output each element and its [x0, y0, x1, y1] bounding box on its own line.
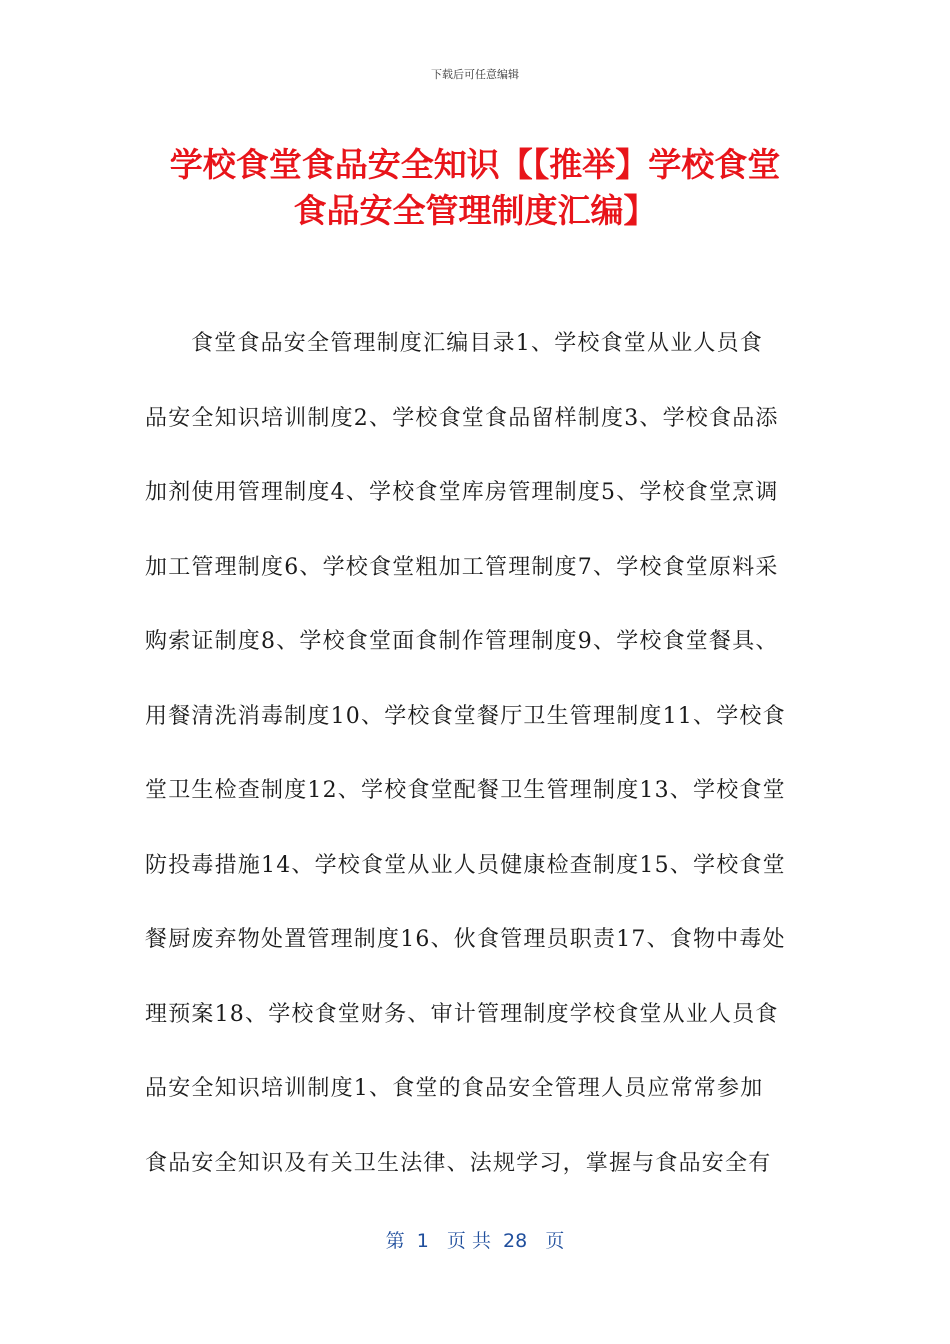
body-line: 防投毒措施14、学校食堂从业人员健康检查制度15、学校食堂	[145, 852, 786, 878]
body-line: 品安全知识培训制度1、食堂的食品安全管理人员应常常参加	[145, 1076, 764, 1101]
body-line: 加工管理制度6、学校食堂粗加工管理制度7、学校食堂原料采	[145, 554, 779, 580]
body-line: 食堂食品安全管理制度汇编目录1、学校食堂从业人员食	[191, 331, 763, 356]
body-line: 品安全知识培训制度2、学校食堂食品留样制度3、学校食品添	[145, 405, 779, 431]
body-line: 堂卫生检查制度12、学校食堂配餐卫生管理制度13、学校食堂	[145, 778, 786, 803]
header-note: 下载后可任意编辑	[431, 68, 519, 81]
page-footer: 第 1 页 共 28 页	[385, 1230, 565, 1252]
title-line-2: 食品安全管理制度汇编】	[293, 191, 657, 230]
body-line: 用餐清洗消毒制度10、学校食堂餐厅卫生管理制度11、学校食	[145, 703, 786, 729]
body-text	[145, 318, 805, 1212]
body-line: 食品安全知识及有关卫生法律、法规学习，掌握与食品安全有	[145, 1150, 772, 1176]
body-line: 加剂使用管理制度4、学校食堂库房管理制度5、学校食堂烹调	[145, 480, 779, 505]
body-line: 理预案18、学校食堂财务、审计管理制度学校食堂从业人员食	[145, 1001, 779, 1027]
body-line: 餐厨废弃物处置管理制度16、伙食管理员职责17、食物中毒处	[145, 927, 786, 952]
document-title	[120, 142, 830, 234]
body-line: 购索证制度8、学校食堂面食制作管理制度9、学校食堂餐具、	[145, 629, 779, 654]
title-line-1: 学校食堂食品安全知识【【推举】学校食堂	[169, 145, 781, 184]
